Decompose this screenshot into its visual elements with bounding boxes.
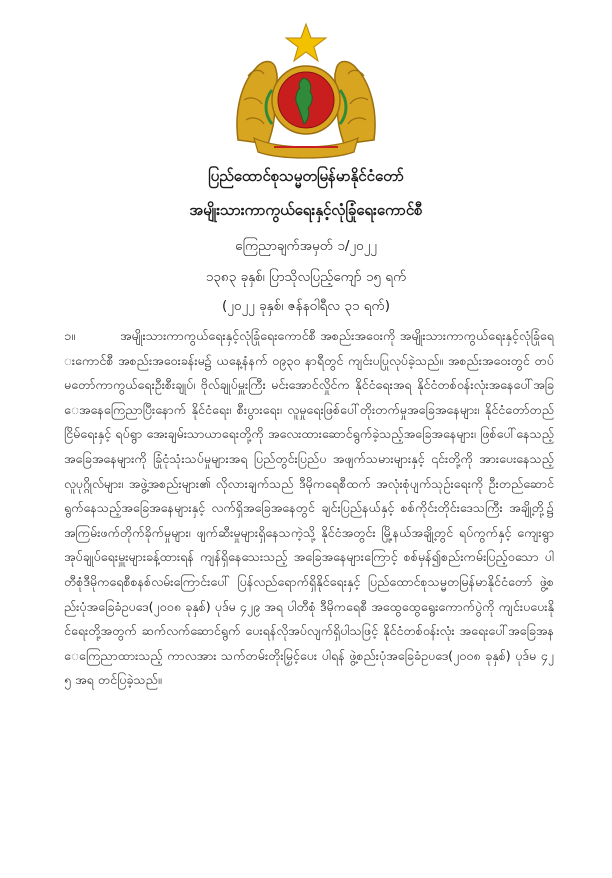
star-icon [286, 24, 326, 61]
left-lion-icon [237, 62, 277, 145]
paragraph-number: ၁။ [64, 328, 75, 343]
body-paragraph [64, 324, 554, 693]
state-seal-icon [228, 20, 384, 160]
paragraph-text: အမျိုးသားကာကွယ်ရေးနှင့်လုံခြုံရေးကောင်စီ အစည်းအဝေးကို အမျိုးသားကာကွယ်ရေးနှင့်လုံခြုံရေးကောင်စီ အစည်းအဝေးခန်းမ၌ ယနေ့နံနက် ၀၉၃၀ နာရီတွင် ကျင်းပပြုလုပ်ခဲ့သည်။ အစည်းအဝေးတွင် တပ်မတော်ကာကွယ်ရေးဦးစီးချုပ်၊ ဗိုလ်ချုပ်မှူးကြီး မင်းအောင်လှိုင်က နိုင်ငံရေးအရ နိုင်ငံတစ်ဝန်းလုံးအနေပေါ်အခြေအနေကြေညာပြီးနောက် နိုင်ငံရေး၊ စီးပွားရေး၊ လူမှုရေးဖြစ်ပေါ်တိုးတက်မှုအခြေအနေများ၊ နိုင်ငံတော်တည်ငြိမ်ရေးနှင့် ရပ်ရွာ အေးချမ်းသာယာရေးတို့ကို အလေးထားဆောင်ရွက်ခဲ့သည့်အခြေအနေများ၊ ဖြစ်ပေါ်နေသည့် အခြေအနေများကို ခြုံငုံသုံးသပ်မှုများအရ ပြည်တွင်းပြည်ပ အဖျက်သမားများနှင့် ၎င်းတို့ကို အားပေးနေသည့် လူပုဂ္ဂိုလ်များ၊ အဖွဲ့အစည်းများ၏ လိုလားချက်သည် ဒီမိုကရေစီထက် အလုံးစုံပျက်သုဉ်းရေးကို ဦးတည်ဆောင်ရွက်နေသည့်အခြေအနေများနှင့် လက်ရှိအခြေအနေတွင် ချင်းပြည်နယ်နှင့် စစ်ကိုင်းတိုင်းဒေသကြီး အချို့တို့၌ အကြမ်းဖက်တိုက်ခိုက်မှုများ၊ ဖျက်ဆီးမှုများရှိနေသကဲ့သို့ နိုင်ငံအတွင်း မြို့နယ်အချို့တွင် ရပ်ကွက်နှင့် ကျေးရွာအုပ်ချုပ်ရေးမှူးများခန့်ထားရန် ကျန်ရှိနေသေးသည့် အခြေအနေများကြောင့် စစ်မှန်၍စည်းကမ်းပြည့်ဝသော ပါတီစုံဒီမိုကရေစီစနစ်လမ်းကြောင်းပေါ် ပြန်လည်ရောက်ရှိနိုင်ရေးနှင့် ပြည်ထောင်စုသမ္မတမြန်မာနိုင်ငံတော် ဖွဲ့စည်းပုံအခြေခံဥပဒေ(၂၀၀၈ ခုနှစ်) ပုဒ်မ ၄၂၉ အရ ပါတီစုံ ဒီမိုကရေစီ အထွေထွေရွေးကောက်ပွဲကို ကျင်းပပေးနိုင်ရေးတို့အတွက် ဆက်လက်ဆောင်ရွက် ပေးရန်လိုအပ်လျက်ရှိပါသဖြင့် နိုင်ငံတစ်ဝန်းလုံး အရေးပေါ်အခြေအနေကြေညာထားသည့် ကာလအား သက်တမ်းတိုးမြှင့်ပေး ပါရန် ဖွဲ့စည်းပုံအခြေခံဥပဒေ(၂၀၀၈ ခုနှစ်) ပုဒ်မ ၄၂၅ အရ တင်ပြခဲ့သည်။ [64, 328, 554, 688]
right-lion-icon [335, 62, 375, 145]
country-title: ပြည်ထောင်စုသမ္မတမြန်မာနိုင်ငံတော် [208, 167, 404, 185]
gregorian-date: (၂၀၂၂ ခုနှစ်၊ ဇန်နဝါရီလ ၃၁ ရက်) [222, 298, 390, 314]
council-title: အမျိုးသားကာကွယ်ရေးနှင့်လုံခြုံရေးကောင်စီ [189, 201, 423, 219]
announcement-number: ကြေညာချက်အမှတ် ၁/၂၀၂၂ [235, 238, 377, 254]
myanmar-date: ၁၃၈၃ ခုနှစ်၊ ပြာသိုလပြည့်ကျော် ၁၅ ရက် [205, 269, 407, 285]
